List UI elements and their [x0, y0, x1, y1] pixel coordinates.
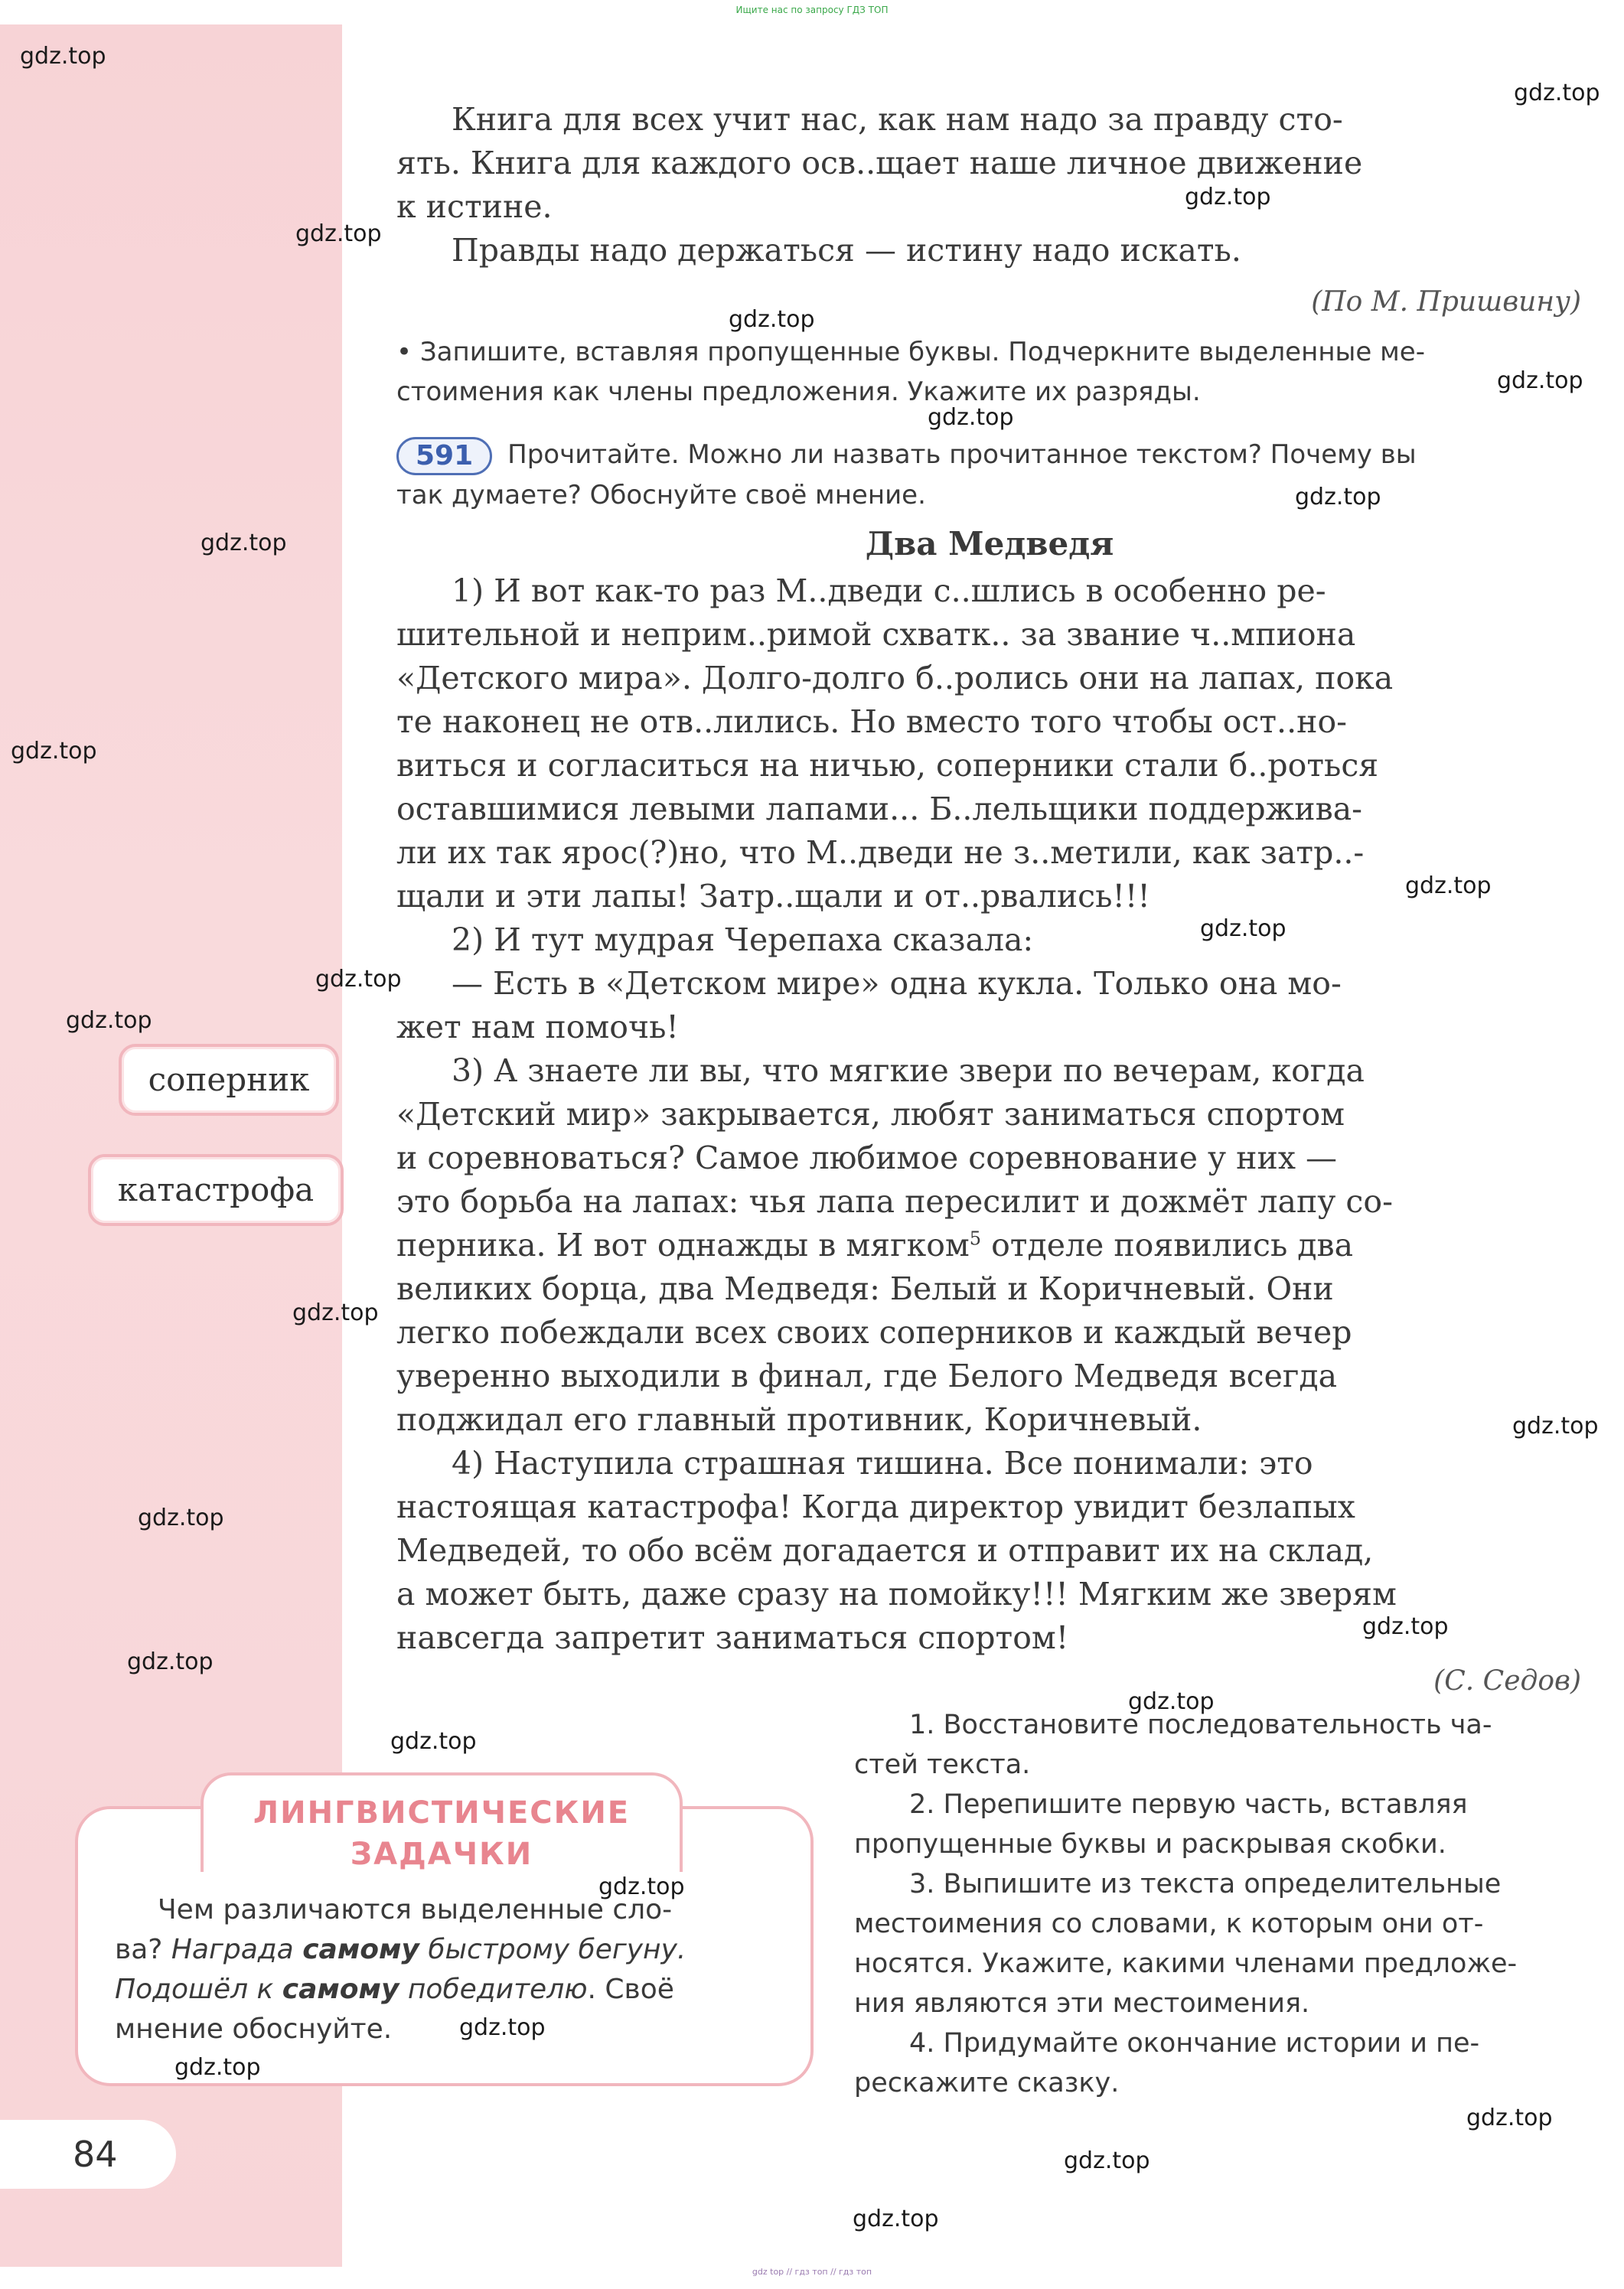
prishvin-paragraph: [396, 98, 1583, 272]
ling-line: [115, 1930, 765, 1970]
story-line: 1) И вот как-то раз М..дведи с..шлись в особенно ре-: [452, 572, 1326, 609]
story-line: Медведей, то обо всём догадается и отправит их на склад,: [396, 1532, 1374, 1569]
story-text: [396, 569, 1583, 1660]
watermark: gdz.top: [928, 404, 1014, 431]
story-line: шительной и неприм..римой схватк.. за звание ч..мпиона: [396, 616, 1356, 653]
story-line: оставшимися левыми лапами... Б..лельщики поддержива-: [396, 791, 1362, 827]
instruction-1: [396, 332, 1583, 412]
ling-part: победителю: [399, 1974, 588, 2005]
watermark: gdz.top: [1295, 484, 1381, 510]
ling-line: мнение обоснуйте.: [115, 2013, 393, 2045]
story-line: уверенно выходили в финал, где Белого Медведя всегда: [396, 1358, 1338, 1394]
watermark: gdz.top: [174, 2054, 261, 2081]
watermark: gdz.top: [1064, 2147, 1150, 2174]
instruction-line: • Запишите, вставляя пропущенные буквы. Подчеркните выделенные ме-: [396, 337, 1425, 367]
task-line: стей текста.: [854, 1749, 1031, 1780]
ling-line: Чем различаются выделенные сло-: [158, 1894, 673, 1925]
story-author: (С. Седов): [1433, 1665, 1581, 1697]
watermark: gdz.top: [1128, 1688, 1215, 1715]
watermark: gdz.top: [66, 1007, 152, 1034]
text-line: ять. Книга для каждого осв..щает наше личное движение: [396, 145, 1363, 181]
text-line: Правды надо держаться — истину надо искать.: [452, 232, 1241, 269]
ling-part: Подошёл к: [115, 1974, 282, 2005]
linguistics-title-line: ЗАДАЧКИ: [350, 1837, 533, 1872]
task-list: [854, 1705, 1581, 2103]
vocab-word-sopernik: соперник: [119, 1044, 339, 1116]
watermark: gdz.top: [729, 306, 815, 333]
ling-part: Награда: [171, 1934, 303, 1965]
text-line: Книга для всех учит нас, как нам надо за правду сто-: [452, 101, 1343, 138]
story-line: щали и эти лапы! Затр..щали и от..рвались!!!: [396, 878, 1150, 915]
watermark: gdz.top: [1497, 367, 1583, 394]
prishvin-author: (По М. Пришвину): [1311, 286, 1581, 318]
story-line: виться и согласиться на ничью, соперники стали б..роться: [396, 747, 1379, 784]
exercise-prompt-line: Прочитайте. Можно ли назвать прочитанное текстом? Почему вы: [507, 439, 1417, 470]
watermark: gdz.top: [11, 738, 97, 765]
story-line: и соревноваться? Самое любимое соревнование у них —: [396, 1140, 1337, 1176]
watermark: gdz.top: [1512, 1413, 1599, 1440]
story-line: жет нам помочь!: [396, 1009, 679, 1045]
story-line: ли их так ярос(?)но, что М..дведи не з..метили, как затр..-: [396, 834, 1365, 871]
story-line: — Есть в «Детском мире» одна кукла. Только она мо-: [452, 965, 1342, 1002]
instruction-line: стоимения как члены предложения. Укажите их разряды.: [396, 377, 1201, 407]
watermark: gdz.top: [459, 2014, 546, 2041]
story-line: «Детский мир» закрывается, любят заниматься спортом: [396, 1096, 1345, 1133]
task-line: пропущенные буквы и раскрывая скобки.: [854, 1829, 1446, 1860]
task-line: 2. Перепишите первую часть, вставляя: [909, 1789, 1468, 1820]
task-line: местоимения со словами, к которым они от-: [854, 1909, 1484, 1939]
watermark: gdz.top: [292, 1299, 379, 1326]
exercise-prompt-line: так думаете? Обоснуйте своё мнение.: [396, 479, 926, 510]
story-line: те наконец не отв..лились. Но вместо того чтобы ост..но-: [396, 703, 1347, 740]
watermark: gdz.top: [598, 1873, 685, 1900]
page-number: 84: [0, 2120, 176, 2189]
watermark: gdz.top: [201, 530, 287, 556]
vocab-word-katastrofa: катастрофа: [88, 1154, 344, 1226]
task-line: носятся. Укажите, какими членами предложе-: [854, 1948, 1518, 1979]
watermark: gdz.top: [853, 2206, 939, 2232]
story-line: 3) А знаете ли вы, что мягкие звери по вечерам, когда: [452, 1052, 1365, 1089]
story-line: [396, 1224, 1583, 1267]
ling-bold-word: самому: [282, 1974, 399, 2005]
exercise-591: [396, 435, 1583, 515]
watermark: gdz.top: [295, 220, 382, 247]
story-line-part: перника. И вот однажды в мягком: [396, 1227, 970, 1264]
linguistics-text: [115, 1890, 765, 2049]
ling-line: [115, 1970, 765, 2010]
watermark: gdz.top: [138, 1505, 224, 1531]
task-line: 4. Придумайте окончание истории и пе-: [909, 2028, 1480, 2059]
watermark: gdz.top: [315, 966, 402, 993]
ling-part: быстрому бегуну.: [419, 1934, 686, 1965]
story-line: великих борца, два Медведя: Белый и Коричневый. Они: [396, 1270, 1334, 1307]
watermark: gdz.top: [1362, 1613, 1449, 1640]
task-line: ния являются эти местоимения.: [854, 1988, 1310, 2019]
watermark: gdz.top: [1466, 2105, 1553, 2131]
story-line: настоящая катастрофа! Когда директор увидит безлапых: [396, 1489, 1355, 1525]
story-line: 2) И тут мудрая Черепаха сказала:: [452, 921, 1034, 958]
ling-part: . Своё: [587, 1974, 674, 2005]
task-line: рескажите сказку.: [854, 2068, 1120, 2098]
ling-bold-word: самому: [302, 1934, 419, 1965]
watermark: gdz.top: [1200, 915, 1286, 942]
task-line: 3. Выпишите из текста определительные: [909, 1869, 1502, 1899]
story-title: Два Медведя: [865, 525, 1114, 562]
watermark: gdz.top: [390, 1728, 477, 1755]
watermark: gdz.top: [1185, 184, 1271, 210]
watermark: gdz.top: [1514, 80, 1600, 106]
exercise-number-badge: 591: [396, 437, 492, 475]
header-note: Ищите нас по запросу ГДЗ ТОП: [735, 5, 889, 15]
story-line: навсегда запретит заниматься спортом!: [396, 1619, 1069, 1656]
text-line: к истине.: [396, 188, 553, 225]
story-line: поджидал его главный противник, Коричневый.: [396, 1401, 1202, 1438]
story-line: легко побеждали всех своих соперников и каждый вечер: [396, 1314, 1352, 1351]
story-line: 4) Наступила страшная тишина. Все понимали: это: [452, 1445, 1313, 1482]
task-line: 1. Восстановите последовательность ча-: [909, 1710, 1492, 1740]
story-line: «Детского мира». Долго-долго б..ролись они на лапах, пока: [396, 660, 1394, 696]
footer-note: gdz top // гдз топ // гдз топ: [752, 2267, 872, 2277]
story-line: это борьба на лапах: чья лапа пересилит и дожмёт лапу со-: [396, 1183, 1393, 1220]
footnote-mark: 5: [969, 1228, 982, 1250]
watermark: gdz.top: [20, 43, 106, 70]
story-line-part: отделе появились два: [991, 1227, 1354, 1264]
linguistics-title: [201, 1772, 683, 1872]
watermark: gdz.top: [1405, 872, 1492, 899]
watermark: gdz.top: [127, 1648, 214, 1675]
ling-part: ва?: [115, 1934, 171, 1965]
story-line: а может быть, даже сразу на помойку!!! Мягким же зверям: [396, 1576, 1397, 1612]
linguistics-title-line: ЛИНГВИСТИЧЕСКИЕ: [253, 1795, 631, 1831]
